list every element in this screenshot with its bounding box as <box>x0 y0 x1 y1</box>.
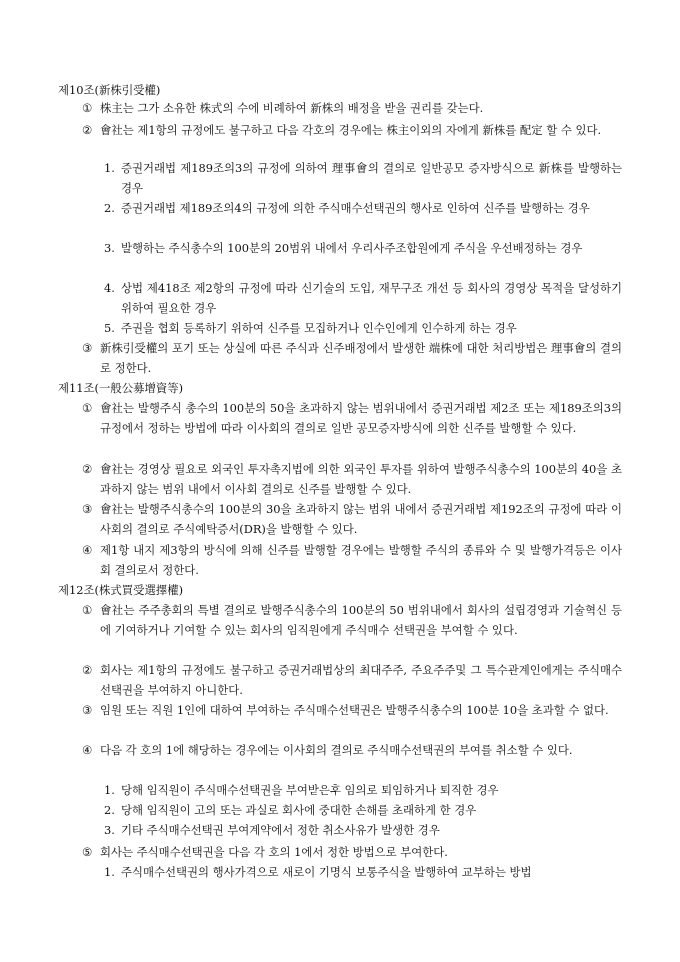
item-text: 증권거래법 제189조의4의 규정에 의한 주식매수선택권의 행사로 인하여 신주를 발행하는 경우 <box>121 201 590 215</box>
item-marker: 3. <box>104 823 115 837</box>
item-marker: 2. <box>104 201 115 215</box>
clause-marker: ④ <box>82 743 93 757</box>
article-12-item-4-3 <box>104 820 622 840</box>
item-text: 당해 임직원이 고의 또는 과실로 회사에 중대한 손해를 초래하게 한 경우 <box>121 803 477 817</box>
clause-text: 會社는 경영상 필요로 외국인 투자촉지법에 의한 외국인 투자를 위하여 발행주식총수의 100분의 40을 초과하지 않는 범위 내에서 이사회 결의로 신주를 발행할 수 있다. <box>100 462 622 496</box>
item-text: 발행하는 주식총수의 100분의 20범위 내에서 우리사주조합원에게 주식을 우선배정하는 경우 <box>121 241 583 255</box>
clause-marker: ⑤ <box>82 845 93 859</box>
clause-marker: ③ <box>82 703 93 717</box>
item-text: 주권을 협회 등록하기 위하여 신주를 모집하거나 인수인에게 인수하게 하는 경우 <box>121 321 517 335</box>
article-11-heading: 제11조(一般公募增資等) <box>58 381 184 395</box>
clause-text: 회사는 주식매수선택권을 다음 각 호의 1에서 정한 방법으로 부여한다. <box>100 845 448 859</box>
clause-marker: ② <box>82 663 93 677</box>
clause-text: 제1항 내지 제3항의 방식에 의해 신주를 발행할 경우에는 발행할 주식의 종류와 수 및 발행가격등은 이사회 결의로서 정한다. <box>100 543 622 577</box>
item-marker: 2. <box>104 803 115 817</box>
clause-marker: ② <box>82 462 93 476</box>
clause-text: 다음 각 호의 1에 해당하는 경우에는 이사회의 결의로 주식매수선택권의 부여를 취소할 수 있다. <box>100 743 573 757</box>
clause-text: 會社는 발행주식 총수의 100분의 50을 초과하지 않는 범위내에서 증권거래법 제2조 또는 제189조의3의 규정에서 정하는 방법에 따라 이사회의 결의로 일반 공모증자방식에 의한 신주를 발행할 수 있다. <box>100 401 622 435</box>
item-text: 증권거래법 제189조의3의 규정에 의하여 理事會의 결의로 일반공모 증자방식으로 新株를 발행하는 경우 <box>121 161 622 195</box>
clause-marker: ② <box>82 123 93 137</box>
article-10-item-5 <box>104 318 622 338</box>
article-12-item-4-1 <box>104 780 622 800</box>
item-text: 기타 주식매수선택권 부여계약에서 정한 취소사유가 발생한 경우 <box>121 823 440 837</box>
article-10-item-4 <box>104 278 622 318</box>
clause-marker: ① <box>82 401 93 415</box>
item-marker: 1. <box>104 161 115 175</box>
item-text: 당해 임직원이 주식매수선택권을 부여받은후 임의로 퇴임하거나 퇴직한 경우 <box>121 783 499 797</box>
article-11-clause-4 <box>82 540 622 580</box>
article-10-clause-2 <box>82 120 622 140</box>
article-10-item-3 <box>104 238 622 258</box>
article-11-clause-2 <box>82 459 622 499</box>
item-text: 주식매수선택권의 행사가격으로 새로이 기명식 보통주식을 발행하여 교부하는 방법 <box>121 865 532 879</box>
article-12-clause-5 <box>82 842 622 862</box>
clause-text: 新株引受權의 포기 또는 상실에 따른 주식과 신주배정에서 발생한 端株에 대한 처리방법은 理事會의 결의로 정한다. <box>100 341 622 375</box>
item-marker: 3. <box>104 241 115 255</box>
article-12-heading: 제12조(株式買受選擇權) <box>58 583 184 597</box>
clause-marker: ③ <box>82 341 93 355</box>
article-12-clause-2 <box>82 660 622 700</box>
clause-text: 회사는 제1항의 규정에도 불구하고 증권거래법상의 최대주주, 주요주주및 그 특수관계인에게는 주식매수선택권을 부여하지 아니한다. <box>100 663 622 697</box>
item-marker: 5. <box>104 321 115 335</box>
clause-text: 會社는 주주총회의 특별 결의로 발행주식총수의 100분의 50 범위내에서 회사의 설립경영과 기술혁신 등에 기여하거나 기여할 수 있는 회사의 임직원에게 주식매수 선택권을 부여할 수 있다. <box>100 603 622 637</box>
item-text: 상법 제418조 제2항의 규정에 따라 신기술의 도입, 재무구조 개선 등 회사의 경영상 목적을 달성하기 위하여 필요한 경우 <box>121 281 622 315</box>
article-10-item-1 <box>104 158 622 198</box>
article-11-clause-3 <box>82 499 622 539</box>
item-marker: 4. <box>104 281 115 295</box>
article-12-clause-1 <box>82 600 622 640</box>
article-10-clause-1 <box>82 99 622 117</box>
clause-marker: ① <box>82 101 93 115</box>
clause-text: 임원 또는 직원 1인에 대하여 부여하는 주식매수선택권은 발행주식총수의 100분 10을 초과할 수 없다. <box>100 703 609 717</box>
article-10-clause-3 <box>82 338 622 378</box>
article-10-heading: 제10조(新株引受權) <box>58 83 161 97</box>
clause-marker: ③ <box>82 502 93 516</box>
clause-text: 會社는 발행주식총수의 100분의 30을 초과하지 않는 범위 내에서 증권거래법 제192조의 규정에 따라 이사회의 결의로 주식예탁증서(DR)을 발행할 수 있다. <box>100 502 622 536</box>
article-12-clause-4 <box>82 740 622 760</box>
clause-text: 會社는 제1항의 규정에도 불구하고 다음 각호의 경우에는 株主이외의 자에게 新株를 配定 할 수 있다. <box>100 123 602 137</box>
item-marker: 1. <box>104 783 115 797</box>
article-11-clause-1 <box>82 398 622 438</box>
clause-marker: ④ <box>82 543 93 557</box>
item-marker: 1. <box>104 865 115 879</box>
clause-text: 株主는 그가 소유한 株式의 수에 비례하여 新株의 배정을 받을 권리를 갖는다. <box>100 101 484 115</box>
article-12-item-4-2 <box>104 800 622 820</box>
article-10-item-2 <box>104 198 622 218</box>
clause-marker: ① <box>82 603 93 617</box>
article-12-item-5-1 <box>104 862 622 882</box>
article-12-clause-3 <box>82 700 622 720</box>
